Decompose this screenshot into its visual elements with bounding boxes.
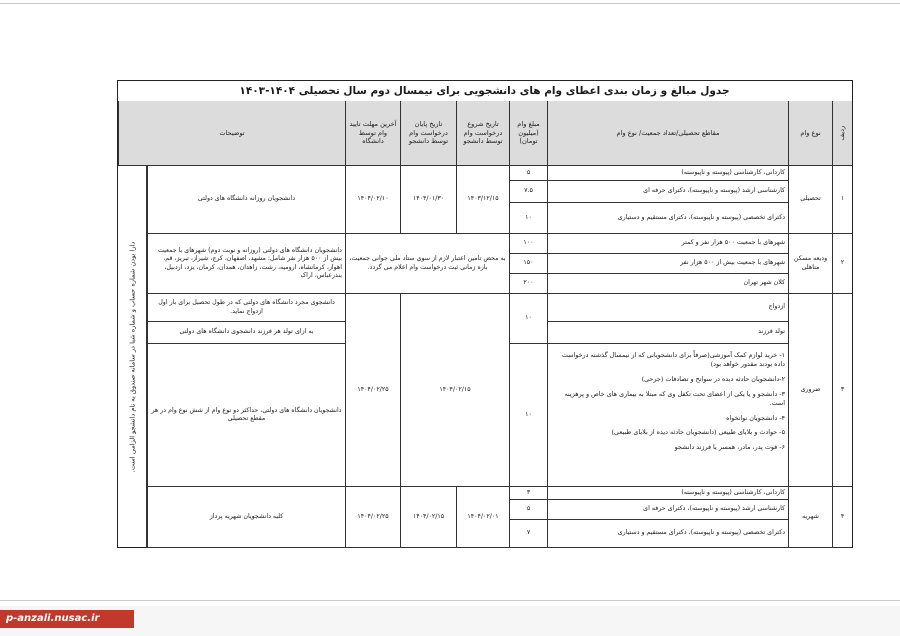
hardship-item-6: ۶- فوت پدر، مادر، همسر یا فرزند دانشجو bbox=[674, 443, 785, 452]
row-1-amount-2: ۷.۵ bbox=[509, 181, 547, 203]
hardship-item-5: ۵- حوادث و بلایای طبیعی (دانشجویان حادثه دیده از بلایای طبیعی) bbox=[611, 428, 785, 437]
header-row-no: ردیف bbox=[832, 101, 852, 166]
site-watermark: p-anzali.nusac.ir bbox=[0, 610, 134, 628]
row-4-type: شهریه bbox=[788, 487, 832, 548]
row-2-number: ۲ bbox=[832, 234, 852, 294]
hardship-item-3: ۳- دانشجو و یا یکی از اعضای تحت تکفل وی که مبتلا به بیماری های خاص و پرهزینه است. bbox=[564, 389, 785, 407]
row-2-dates-note: به محض تامین اعتبار لازم از سوی ستاد ملی جوانی جمعیت، بازه زمانی ثبت درخواست وام اعلام می گردد. bbox=[345, 234, 509, 294]
header-deadline: آخرین مهلت تایید وام توسط دانشگاه bbox=[345, 101, 400, 166]
row-4-level-3: دکترای تخصصی (پیوسته و ناپیوسته)، دکترای مستقیم و دستیاری bbox=[547, 520, 788, 548]
row-1-type: تحصیلی bbox=[788, 166, 832, 234]
row-3-level-birth: تولد فرزند bbox=[547, 322, 788, 344]
row-2-amount-1: ۱۰۰ bbox=[509, 234, 547, 254]
row-3-amount-hardship: ۱۰ bbox=[509, 344, 547, 487]
row-2-level-2: شهرهای با جمعیت بیش از ۵۰۰ هزار نفر bbox=[547, 254, 788, 274]
row-1-level-3: دکترای تخصصی (پیوسته و ناپیوسته)، دکترای مستقیم و دستیاری bbox=[547, 203, 788, 234]
row-2-amount-2: ۱۵۰ bbox=[509, 254, 547, 274]
row-1-amount-1: ۵ bbox=[509, 166, 547, 181]
row-3-amount-marriage: ۱۰ bbox=[509, 294, 547, 344]
row-3-level-marriage: ازدواج bbox=[547, 294, 788, 322]
header-loan-type: نوع وام bbox=[788, 101, 832, 166]
row-4-note: کلیه دانشجویان شهریه پرداز bbox=[147, 487, 345, 548]
hardship-item-2: ۲-دانشجویان حادثه دیده در سوانح و تصادفات (جرحی) bbox=[641, 374, 785, 383]
row-4-amount-3: ۷ bbox=[509, 520, 547, 548]
header-notes: توضیحات bbox=[118, 101, 345, 166]
row-4-start-date: ۱۴۰۴/۰۲/۰۱ bbox=[456, 487, 509, 548]
row-3-note-birth: به ازای تولد هر فرزند دانشجوی دانشگاه های دولتی bbox=[147, 322, 345, 344]
row-4-level-1: کاردانی، کارشناسی (پیوسته و ناپیوسته) bbox=[547, 487, 788, 500]
row-4-number: ۴ bbox=[832, 487, 852, 548]
row-1-level-1: کاردانی، کارشناسی (پیوسته و ناپیوسته) bbox=[547, 166, 788, 181]
row-4-deadline: ۱۴۰۴/۰۲/۲۵ bbox=[345, 487, 400, 548]
row-4-amount-2: ۵ bbox=[509, 500, 547, 520]
row-1-start-date: ۱۴۰۳/۱۲/۱۵ bbox=[456, 166, 509, 234]
row-2-amount-3: ۲۰۰ bbox=[509, 274, 547, 294]
row-2-level-3: کلان شهر تهران bbox=[547, 274, 788, 294]
hardship-item-4: ۴- دانشجویان نوانخواه bbox=[726, 413, 785, 422]
header-amount: مبلغ وام (میلیون تومان) bbox=[509, 101, 547, 166]
header-start-date: تاریخ شروع درخواست وام توسط دانشجو bbox=[456, 101, 509, 166]
row-4-amount-1: ۳ bbox=[509, 487, 547, 500]
row-3-deadline: ۱۴۰۴/۰۲/۲۵ bbox=[345, 294, 400, 487]
row-4-level-2: کارشناسی ارشد (پیوسته و ناپیوسته)، دکترای حرفه ای bbox=[547, 500, 788, 520]
row-2-type: ودیعه مسکن متاهلی bbox=[788, 234, 832, 294]
row-1-number: ۱ bbox=[832, 166, 852, 234]
row-1-level-2: کارشناسی ارشد (پیوسته و ناپیوسته)، دکترای حرفه ای bbox=[547, 181, 788, 203]
row-3-hardship-list bbox=[547, 344, 788, 487]
page-title: جدول مبالغ و زمان بندی اعطای وام های دانشجویی برای نیمسال دوم سال تحصیلی ۱۴۰۴-۱۴۰۳ bbox=[118, 81, 851, 102]
footer-band bbox=[0, 606, 900, 636]
side-note: دارا بودن شماره حساب و شماره شبا در سامانه صندوق به نام دانشجو الزامی است. bbox=[118, 166, 147, 548]
header-level: مقاطع تحصیلی/تعداد جمعیت/ نوع وام bbox=[547, 101, 788, 166]
row-1-amount-3: ۱۰ bbox=[509, 203, 547, 234]
row-2-note: دانشجویان دانشگاه های دولتی (روزانه و نوبت دوم) شهرهای با جمعیت بیش از ۵۰۰ هزار نفر شامل: مشهد، اصفهان، کرج، شیراز، تبریز، قم، اهواز، کرمانشاه، ارومیه، رشت، زاهدان، همدان، کرمان، یزد، اردبیل، بندرعباس، اراک bbox=[147, 234, 345, 294]
row-3-number: ۳ bbox=[832, 294, 852, 487]
row-4-end-date: ۱۴۰۴/۰۲/۱۵ bbox=[400, 487, 456, 548]
hardship-item-1: ۱- خرید لوازم کمک آموزشی(صرفاً برای دانشجویانی که از نیمسال گذشته درخواست داده بودند مقدور خواهد بود) bbox=[561, 351, 785, 368]
row-3-note-marriage: دانشجوی مجرد دانشگاه های دولتی که در طول تحصیل برای بار اول ازدواج نماید. bbox=[147, 294, 345, 322]
row-1-deadline: ۱۴۰۴/۰۲/۱۰ bbox=[345, 166, 400, 234]
row-2-level-1: شهرهای با جمعیت ۵۰۰ هزار نفر و کمتر bbox=[547, 234, 788, 254]
row-3-start-date: ۱۴۰۴/۰۲/۱۵ bbox=[400, 294, 509, 487]
row-3-note-hardship: دانشجویان دانشگاه های دولتی، حداکثر دو نوع وام از شش نوع وام در هر مقطع تحصیلی bbox=[147, 344, 345, 487]
header-end-date: تاریخ پایان درخواست وام توسط دانشجو bbox=[400, 101, 456, 166]
row-1-note: دانشجویان روزانه دانشگاه های دولتی bbox=[147, 166, 345, 234]
row-3-type: ضروری bbox=[788, 294, 832, 487]
row-1-end-date: ۱۴۰۴/۰۱/۳۰ bbox=[400, 166, 456, 234]
